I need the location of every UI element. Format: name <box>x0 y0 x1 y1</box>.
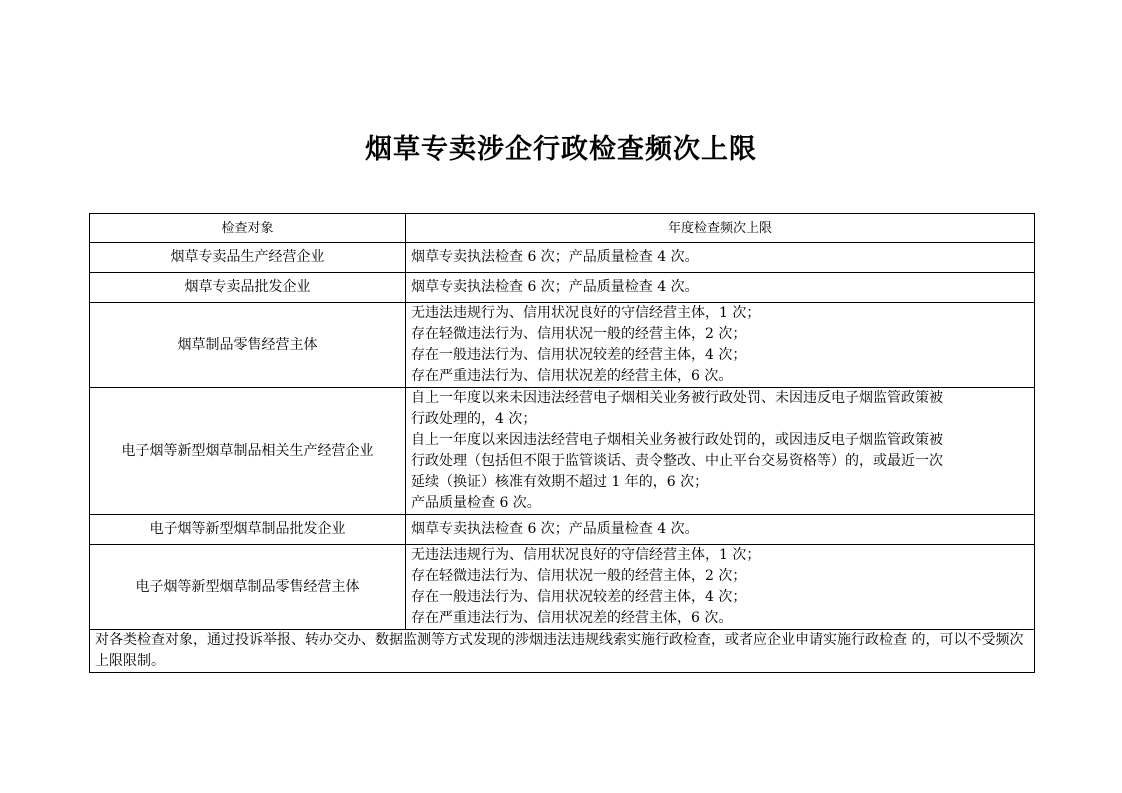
limit-line: 行政处理（包括但不限于监管谈话、责令整改、中止平台交易资格等）的，或最近一次 <box>411 453 943 469</box>
inspection-limits-table <box>89 213 1035 673</box>
limit-line: 烟草专卖执法检查 6 次；产品质量检查 4 次。 <box>411 249 699 265</box>
limit-line: 无违法违规行为、信用状况良好的守信经营主体，1 次； <box>411 547 761 563</box>
row-limit <box>406 545 1035 630</box>
table-note <box>90 630 1035 673</box>
row-subject: 电子烟等新型烟草制品相关生产经营企业 <box>90 388 406 515</box>
limit-line: 存在轻微违法行为、信用状况一般的经营主体，2 次； <box>411 326 747 342</box>
note-line: 的，可以不受频次上限限制。 <box>95 632 1024 669</box>
table-row <box>90 243 1035 273</box>
note-line: 对各类检查对象，通过投诉举报、转办交办、数据监测等方式发现的涉烟违法违规线索实施行政检查，或者应企业申请实施行政检查 <box>95 632 907 648</box>
row-limit <box>406 303 1035 388</box>
row-subject: 烟草专卖品生产经营企业 <box>90 243 406 273</box>
limit-line: 烟草专卖执法检查 6 次；产品质量检查 4 次。 <box>411 279 699 295</box>
limit-line: 存在一般违法行为、信用状况较差的经营主体，4 次； <box>411 589 747 605</box>
row-limit <box>406 388 1035 515</box>
limit-line: 延续（换证）核准有效期不超过 1 年的，6 次； <box>411 474 709 490</box>
limit-line: 存在严重违法行为、信用状况差的经营主体，6 次。 <box>411 610 733 626</box>
row-limit <box>406 515 1035 545</box>
limit-line: 自上一年度以来因违法经营电子烟相关业务被行政处罚的，或因违反电子烟监管政策被 <box>411 432 943 448</box>
limit-line: 自上一年度以来未因违法经营电子烟相关业务被行政处罚、未因违反电子烟监管政策被 <box>411 390 943 406</box>
limit-line: 烟草专卖执法检查 6 次；产品质量检查 4 次。 <box>411 521 699 537</box>
column-header-subject: 检查对象 <box>90 214 406 243</box>
document-title: 烟草专卖涉企行政检查频次上限 <box>365 134 757 165</box>
row-subject: 电子烟等新型烟草制品批发企业 <box>90 515 406 545</box>
limit-line: 存在严重违法行为、信用状况差的经营主体，6 次。 <box>411 368 733 384</box>
table-row <box>90 388 1035 515</box>
table-row <box>90 303 1035 388</box>
limit-line: 行政处理的，4 次； <box>411 411 537 427</box>
limit-line: 存在轻微违法行为、信用状况一般的经营主体，2 次； <box>411 568 747 584</box>
row-limit <box>406 273 1035 303</box>
table-row <box>90 515 1035 545</box>
row-subject: 烟草专卖品批发企业 <box>90 273 406 303</box>
limit-line: 产品质量检查 6 次。 <box>411 495 541 511</box>
limit-line: 无违法违规行为、信用状况良好的守信经营主体，1 次； <box>411 305 761 321</box>
row-limit <box>406 243 1035 273</box>
column-header-limit: 年度检查频次上限 <box>406 214 1035 243</box>
table-note-row <box>90 630 1035 673</box>
row-subject: 电子烟等新型烟草制品零售经营主体 <box>90 545 406 630</box>
row-subject: 烟草制品零售经营主体 <box>90 303 406 388</box>
table-header-row <box>90 214 1035 243</box>
table-row <box>90 273 1035 303</box>
table-row <box>90 545 1035 630</box>
limit-line: 存在一般违法行为、信用状况较差的经营主体，4 次； <box>411 347 747 363</box>
